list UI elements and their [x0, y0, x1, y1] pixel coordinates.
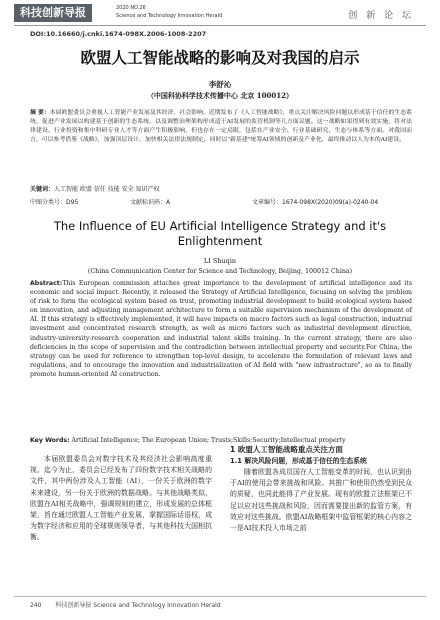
- author-cn: 李舒沁: [208, 80, 232, 89]
- keywords-en-label: Key Words:: [30, 437, 70, 444]
- footer-rule: [14, 596, 426, 597]
- issue-line: 2020 NO.26: [116, 5, 146, 11]
- body-left-column: [30, 454, 212, 544]
- intro-paragraph: 本届欧盟委员会对数字技术及其经济社会影响高度重视。迄今为止，委员会已经发布了四份数字技术相关战略的文件，其中两份涉及人工智能（AI），一份关于欧洲的数字未来建设，另一份关于欧洲的数据战略。与其他战略类似，欧盟在AI相关战略中，强调规则的建立，形成发展的总体框架，旨在通过欧盟人工智能产业发展，掌握国际话语权，成为数字经济和应用的全球规则领导者，与其他科技大国相抗衡。: [30, 455, 212, 542]
- abstract-en-text: This European commission attaches great importance to the development of artificial intelligence and its economic and social impact. Recently, it released the Strategy of Artificial Intelligence, focusing on solving the problem of risk to form the ecological system based on trust, promoting industrial development to build ecological system based on innovation, and adjusting management architecture to form a suitable supervision mechanism of the development of AI. If this strategy is effectively implemented, it will have impacts on macro factors such as legal construction, industrial investment and concentrated research strength, as well as micro factors such as industrial development direction, industry-university-research cooperation and industrial talent skills training. In the current strategy, there are also deficiencies in the scope of supervision and the contradiction between intellectual property and security.For China, the strategy can be used for reference to strengthen top-level design, to accelerate the formulation of relevant laws and regulations, and to encourage the innovation and industrialization of AI field with "new infrastructure", so as to finally promote human-oriented AI construction.: [30, 280, 412, 378]
- clc-number: 中图分类号：D95: [30, 199, 79, 206]
- abstract-cn-label: 摘 要：: [30, 110, 50, 116]
- section-1-1-paragraph: 随着欧盟各成员国在人工智能变革的时间，也认识到由于AI的使用会带来挑战和风险。其推广和使用仍然受到民众的质疑，也同此能得了产业发展。现有的欧盟立法框架已不足以应对这些挑战和风险，因而需要提出新的监管方案，有效应对这些挑战。欧盟AI战略框架中监管框架的核心内容之一是AI技术投入市场之前: [230, 468, 412, 533]
- keywords-en-text: Artificial Intelligence; The European Union; Trusts;Skills;Security;Intellectual property: [71, 437, 346, 444]
- section-1-heading: 1 欧盟人工智能战略重点关注方面: [230, 445, 343, 454]
- header-rule: [14, 25, 426, 26]
- keywords-cn: [30, 185, 412, 194]
- page-footer: [30, 600, 233, 609]
- keywords-cn-label: 关键词：: [30, 186, 55, 193]
- abstract-en: [30, 279, 412, 379]
- doc-code: 文献标识码：A: [130, 199, 171, 206]
- keywords-cn-text: 人工智能 欧盟 信任 技能 安全 知识产权: [54, 186, 160, 193]
- author-en: LI Shuqin: [203, 257, 237, 265]
- title-en: The Influence of EU Artificial Intelligence Strategy and it's Enlightenment: [53, 219, 387, 248]
- article-id: 文章编号：1674-098X(2020)09(a)-0240-04: [252, 199, 379, 206]
- journal-meta: [116, 4, 222, 20]
- title-cn: 欧盟人工智能战略的影响及对我国的启示: [80, 49, 360, 67]
- abstract-en-label: Abstract:: [30, 280, 63, 287]
- abstract-cn-text: 本届欧盟委员会重视人工智能产业发展及其经济、社会影响，近期发布了《人工智能战略》，重点关注解决风险问题以形成基于信任的生态系统，促进产业发展以构建基于创新的生态系统，以及调整治理架构形成适于AI发展的监管机制等几方面议题。这一战略如果得到有效实施，将对法律建设、行业投资和集中科研专业人才等方面产生积极影响，但也存在一定局限，包括在产业安全、行业基础研究、生态与体系等方面。对我国而言，可以参考借鉴《战略》，加强顶层设计，加快相关法律法规制定，同时以"新基建"统筹AI领域的创新及产业化，最终推动以人为本的AI建设。: [30, 110, 413, 143]
- footer-journal: 科技创新导报 Science and Technology Innovation Herald: [55, 602, 221, 609]
- journal-name: 科技创新导报: [14, 4, 92, 22]
- page-number: 240: [30, 602, 42, 609]
- affiliation-cn: （中国科协科学技术传播中心 北京 100012）: [146, 91, 294, 100]
- abstract-cn: [30, 109, 412, 145]
- column-name: 创 新 论 坛: [348, 11, 414, 21]
- section-1-1-heading: 1.1 解决风险问题，形成基于信任的生态系统: [230, 457, 367, 465]
- affiliation-en: (China Communication Center for Science and Technology, Beijing, 100012 China): [87, 268, 353, 275]
- journal-header: [0, 0, 440, 24]
- journal-en-name: Science and Technology Innovation Herald: [116, 13, 223, 19]
- doi[interactable]: DOI:10.16660/j.cnki.1674-098X.2006-1008-2207: [30, 30, 207, 38]
- body-right-column: [230, 444, 412, 534]
